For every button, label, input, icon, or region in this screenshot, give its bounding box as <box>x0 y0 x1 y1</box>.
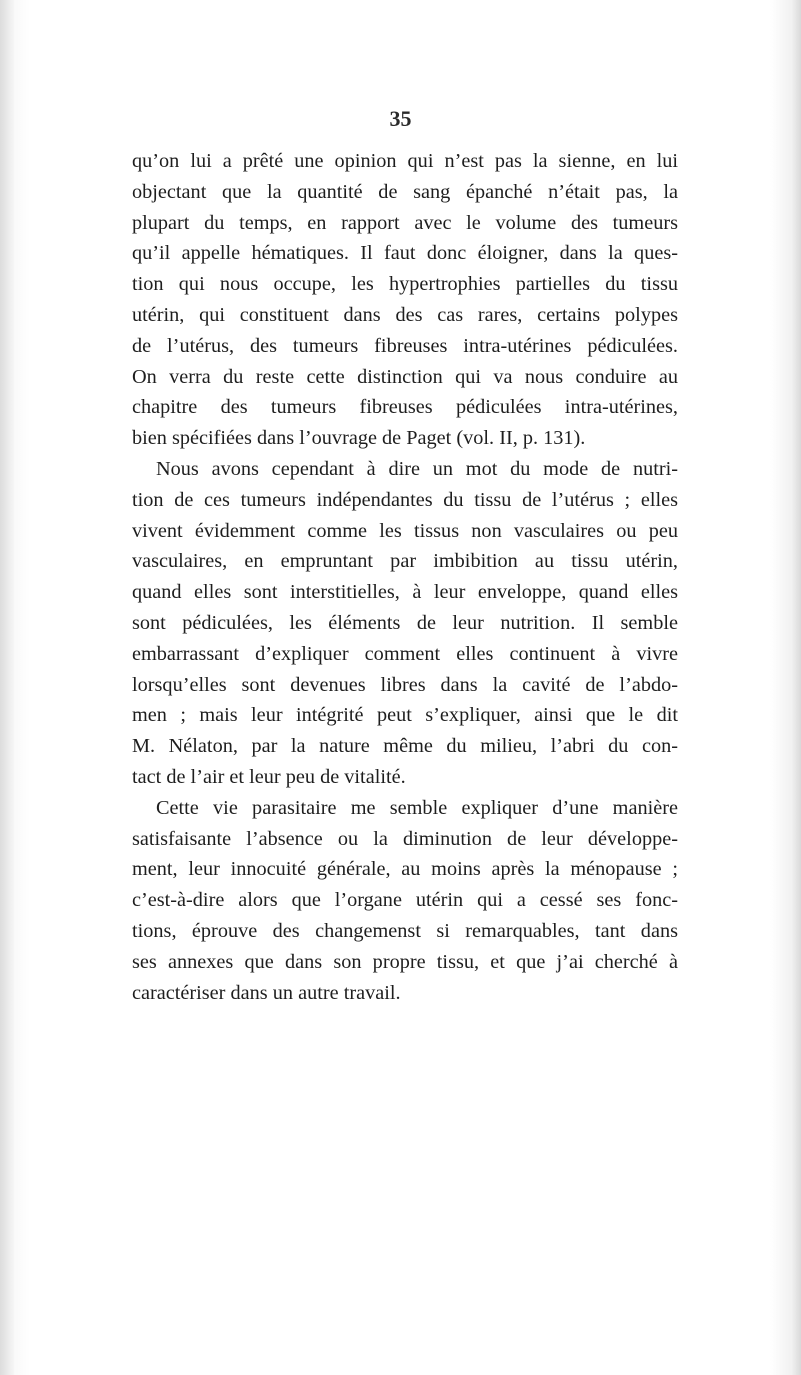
text-line: bien spécifiées dans l’ouvrage de Paget (vol. II, p. 131). <box>132 427 586 450</box>
text-line: tions, éprouve des changemenst si remarquables, tant dans <box>132 919 678 942</box>
text-line: vasculaires, en empruntant par imbibition au tissu utérin, <box>132 550 678 573</box>
text-line: Cette vie parasitaire me semble expliquer d’une manière <box>156 796 678 819</box>
text-line: objectant que la quantité de sang épanché n’était pas, la <box>132 180 678 203</box>
text-line: men ; mais leur intégrité peut s’expliquer, ainsi que le dit <box>132 704 678 727</box>
text-line: Nous avons cependant à dire un mot du mode de nutri- <box>156 457 678 480</box>
text-line: lorsqu’elles sont devenues libres dans la cavité de l’abdo- <box>132 673 678 696</box>
text-line: utérin, qui constituent dans des cas rares, certains polypes <box>132 303 678 326</box>
text-line: quand elles sont interstitielles, à leur enveloppe, quand elles <box>132 581 678 604</box>
text-line: embarrassant d’expliquer comment elles continuent à vivre <box>132 642 678 665</box>
text-line: tact de l’air et leur peu de vitalité. <box>132 765 406 788</box>
text-line: tion de ces tumeurs indépendantes du tissu de l’utérus ; elles <box>132 488 678 511</box>
text-line: ses annexes que dans son propre tissu, et que j’ai cherché à <box>132 950 678 973</box>
text-line: c’est-à-dire alors que l’organe utérin qui a cessé ses fonc- <box>132 889 678 912</box>
text-line: vivent évidemment comme les tissus non vasculaires ou peu <box>132 519 678 542</box>
body-text <box>132 146 678 1008</box>
paragraph-2 <box>132 454 678 793</box>
paragraph-1 <box>132 146 678 454</box>
text-line: chapitre des tumeurs fibreuses pédiculées intra-utérines, <box>132 396 678 419</box>
text-line: On verra du reste cette distinction qui va nous conduire au <box>132 365 678 388</box>
paragraph-3 <box>132 793 678 1009</box>
page-number: 35 <box>389 106 412 131</box>
text-line: qu’on lui a prêté une opinion qui n’est pas la sienne, en lui <box>132 150 678 172</box>
text-line: sont pédiculées, les éléments de leur nutrition. Il semble <box>132 611 678 634</box>
text-line: M. Nélaton, par la nature même du milieu, l’abri du con- <box>132 735 678 758</box>
text-line: satisfaisante l’absence ou la diminution de leur développe- <box>132 827 678 850</box>
page-right-edge <box>791 0 801 1375</box>
text-line: qu’il appelle hématiques. Il faut donc éloigner, dans la ques- <box>132 242 678 265</box>
text-line: caractériser dans un autre travail. <box>132 981 401 1004</box>
text-line: de l’utérus, des tumeurs fibreuses intra-utérines pédiculées. <box>132 334 678 357</box>
text-line: plupart du temps, en rapport avec le volume des tumeurs <box>132 211 678 234</box>
text-line: tion qui nous occupe, les hypertrophies partielles du tissu <box>132 273 678 296</box>
text-line: ment, leur innocuité générale, au moins après la ménopause ; <box>132 858 678 881</box>
page-left-edge <box>0 0 14 1375</box>
